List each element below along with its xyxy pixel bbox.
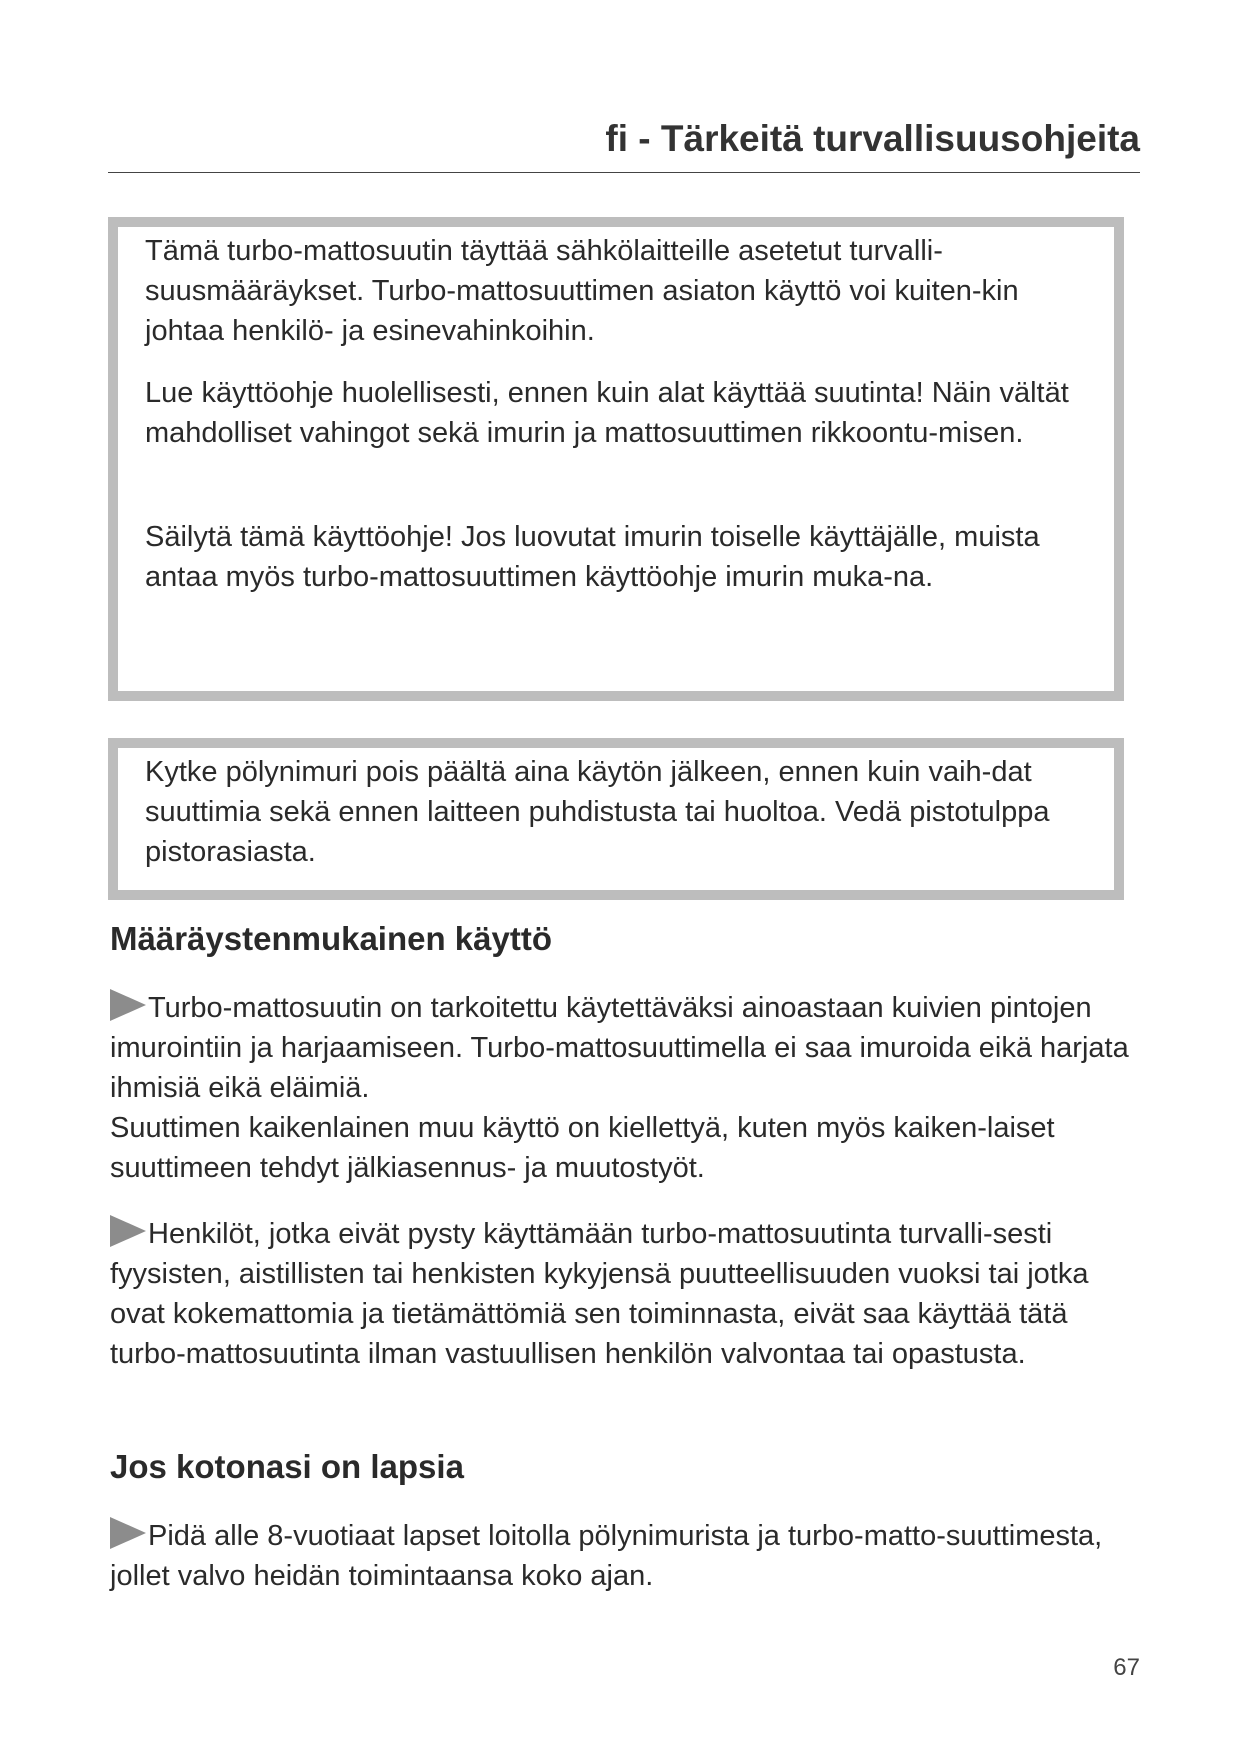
- triangle-right-icon: [110, 989, 146, 1021]
- section-title-intended-use: Määräystenmukainen käyttö: [110, 920, 553, 957]
- page-number: 67: [1113, 1654, 1140, 1681]
- notice-paragraph: Säilytä tämä käyttöohje! Jos luovutat imurin toiselle käyttäjälle, muista antaa myös turbo-mattosuuttimen käyttöohje imurin muka-na.: [145, 521, 1040, 593]
- triangle-right-icon: [110, 1215, 146, 1247]
- section-title-children: Jos kotonasi on lapsia: [110, 1448, 464, 1485]
- bullet-item: Henkilöt, jotka eivät pysty käyttämään turbo-mattosuutinta turvalli-sesti fyysisten, aistillisten tai henkisten kykyjensä puutteellisuuden vuoksi tai jotka ovat kokemattomia ja tietämättömiä sen toiminnasta, eivät saa käyttää tätä turbo-mattosuutinta ilman vastuullisen henkilön valvontaa tai opastusta.: [110, 1214, 1140, 1374]
- page-title: fi - Tärkeitä turvallisuusohjeita: [605, 118, 1140, 159]
- bullet-item: Turbo-mattosuutin on tarkoitettu käytettäväksi ainoastaan kuivien pintojen imurointiin ja harjaamiseen. Turbo-mattosuuttimella ei saa imuroida eikä harjata ihmisiä eikä eläimiä. Suuttimen kaikenlainen muu käyttö on kiellettyä, kuten myös kaiken-laiset suuttimeen tehdyt jälkiasennus- ja muutostyöt.: [110, 988, 1140, 1188]
- triangle-right-icon: [110, 1517, 146, 1549]
- notice-paragraph: Lue käyttöohje huolellisesti, ennen kuin alat käyttää suutinta! Näin vältät mahdolliset vahingot sekä imurin ja mattosuuttimen rikkoontu-misen.: [145, 377, 1069, 449]
- bullet-item: Pidä alle 8-vuotiaat lapset loitolla pölynimurista ja turbo-matto-suuttimesta, jollet valvo heidän toimintaansa koko ajan.: [110, 1516, 1140, 1596]
- page-header: [108, 116, 1140, 173]
- notice-box-general: [108, 217, 1124, 701]
- notice-box-unplug: [108, 738, 1124, 900]
- notice-paragraph: Kytke pölynimuri pois päältä aina käytön jälkeen, ennen kuin vaih-dat suuttimia sekä ennen laitteen puhdistusta tai huoltoa. Vedä pistotulppa pistorasiasta.: [145, 756, 1050, 868]
- notice-paragraph: Tämä turbo-mattosuutin täyttää sähkölaitteille asetetut turvalli-suusmääräykset. Turbo-mattosuuttimen asiaton käyttö voi kuiten-kin johtaa henkilö- ja esinevahinkoihin.: [145, 235, 1019, 347]
- bullet-continuation: Suuttimen kaikenlainen muu käyttö on kiellettyä, kuten myös kaiken-laiset suuttimeen tehdyt jälkiasennus- ja muutostyöt.: [110, 1112, 1055, 1184]
